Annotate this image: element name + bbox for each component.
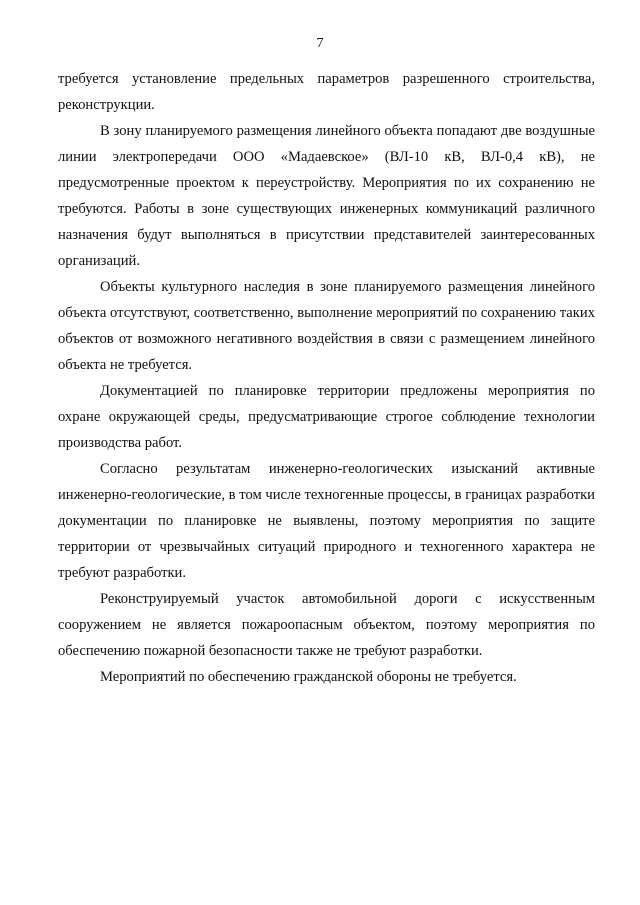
paragraph-geology: Согласно результатам инженерно-геологических изысканий активные инженерно-геологические, в том числе техногенные процессы, в границах разработки документации по планировке не выявлены, поэтому мероприятия по защите территории от чрезвычайных ситуаций природного и техногенного характера не требуют разработки. — [58, 461, 595, 581]
paragraph-power-lines: В зону планируемого размещения линейного объекта попадают две воздушные линии электропередачи ООО «Мадаевское» (ВЛ-10 кВ, ВЛ-0,4 кВ), не предусмотренные проектом к переустройству. Мероприятия по их сохранению не требуются. Работы в зоне существующих инженерных коммуникаций различного назначения будут выполняться в присутствии представителей заинтересованных организаций. — [58, 123, 595, 269]
paragraph-environment: Документацией по планировке территории предложены мероприятия по охране окружающей среды, предусматривающие строгое соблюдение технологии производства работ. — [58, 383, 595, 451]
paragraph-continuation: требуется установление предельных параметров разрешенного строительства, реконструкции. — [58, 71, 595, 113]
paragraph-civil-defense: Мероприятий по обеспечению гражданской обороны не требуется. — [100, 669, 517, 685]
paragraph-fire-safety: Реконструируемый участок автомобильной дороги с искусственным сооружением не является пожароопасным объектом, поэтому мероприятия по обеспечению пожарной безопасности также не требуют разработки. — [58, 591, 595, 659]
document-body — [58, 66, 595, 690]
paragraph-cultural-heritage: Объекты культурного наследия в зоне планируемого размещения линейного объекта отсутствуют, соответственно, выполнение мероприятий по сохранению таких объектов от возможного негативного воздействия в связи с размещением линейного объекта не требуется. — [58, 279, 595, 373]
page-number: 7 — [316, 36, 324, 51]
